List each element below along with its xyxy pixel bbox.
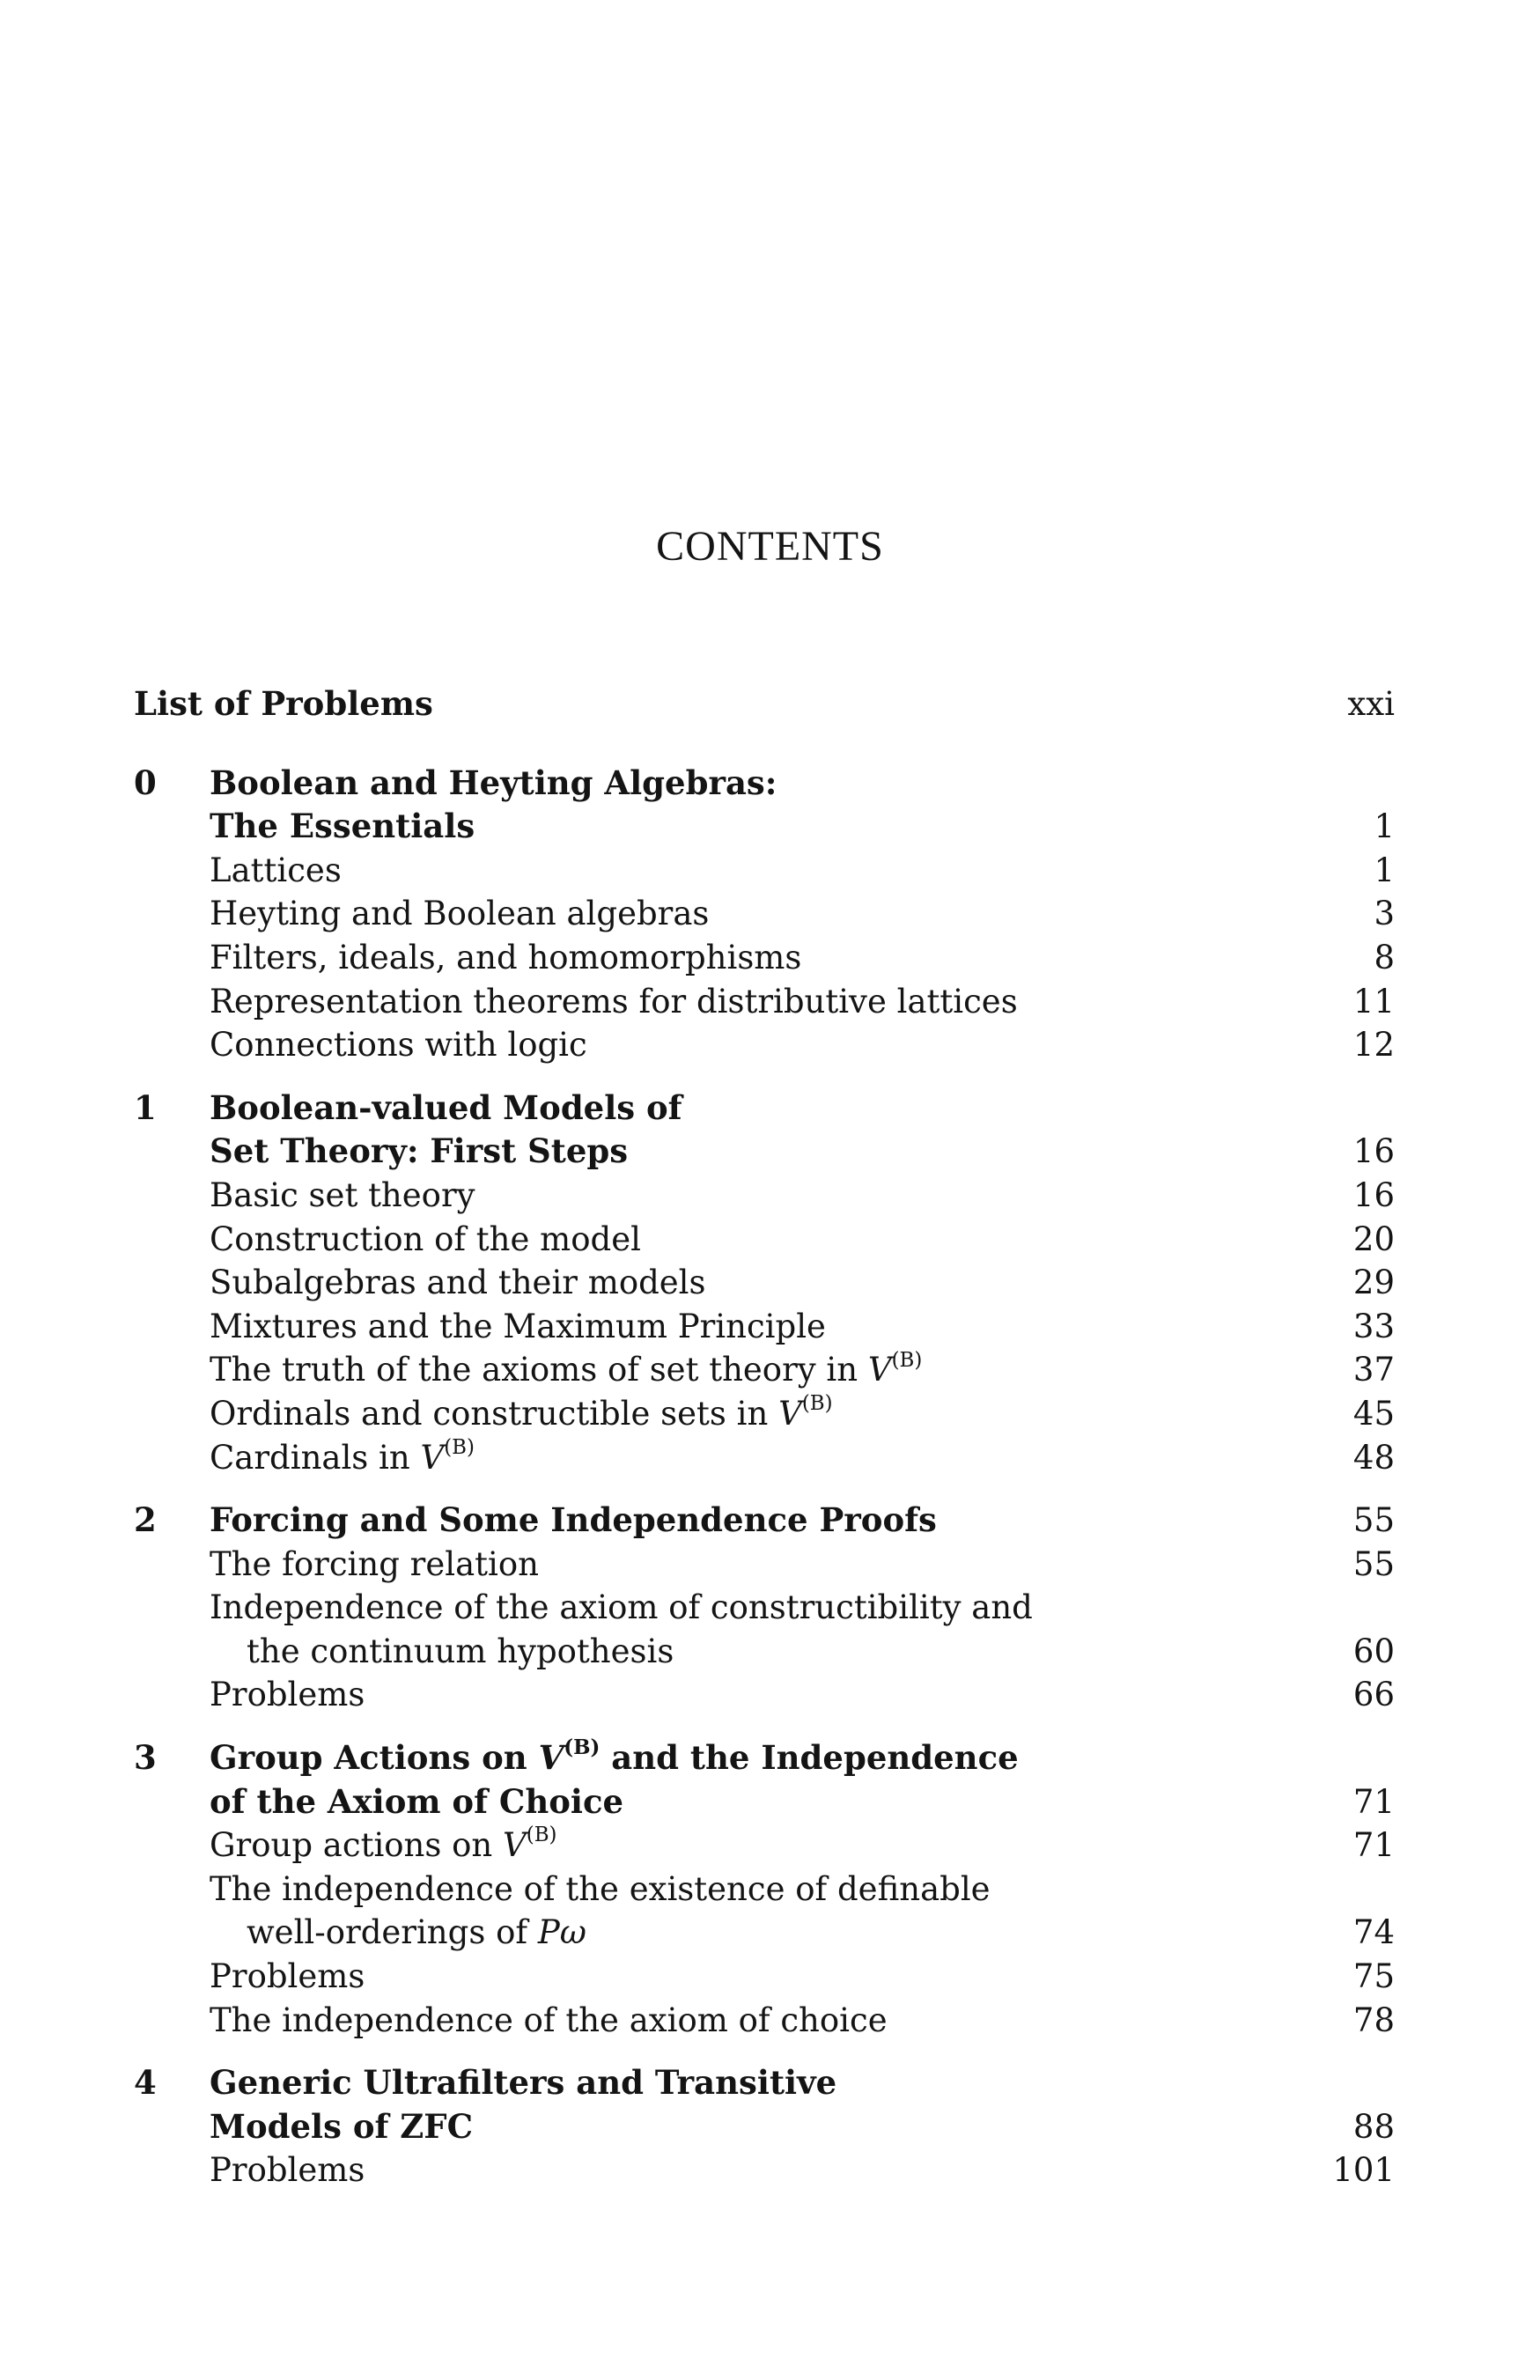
toc-page-number: 16 [1352,1175,1395,1214]
toc-section[interactable] [134,1436,1395,1480]
section-label: Problems [210,1957,365,1996]
section-label: Group actions on [210,1826,493,1865]
chapter-3-heading-cont[interactable] [134,1780,1395,1824]
section-label: Basic set theory [210,1175,475,1214]
toc-page-number: 20 [1352,1219,1395,1258]
toc-section-cont[interactable] [134,1911,1395,1955]
chapter-3-heading[interactable] [134,1736,1395,1780]
toc-page-number: 48 [1352,1438,1395,1477]
chapter-number: 0 [134,763,157,802]
math-symbol-v: V [420,1438,445,1477]
toc-section[interactable] [134,1673,1395,1717]
toc-page-number: 88 [1352,2107,1395,2146]
toc-section[interactable] [134,1305,1395,1349]
toc-section[interactable] [134,1999,1395,2043]
toc-page-number: 33 [1352,1307,1395,1345]
math-symbol-v: V [778,1394,802,1433]
chapter-number: 4 [134,2063,157,2103]
section-label-cont-with-math [247,1911,586,1955]
chapter-1-heading-cont[interactable] [134,1130,1395,1174]
section-label: Mixtures and the Maximum Principle [210,1307,826,1345]
toc-section[interactable] [134,1023,1395,1067]
toc-page-number: 74 [1352,1913,1395,1952]
toc-section[interactable] [134,1868,1395,1912]
toc-page-number: xxi [1347,685,1395,723]
toc-section[interactable] [134,980,1395,1024]
toc-section[interactable] [134,1543,1395,1587]
toc-page-number: 66 [1352,1676,1395,1714]
toc-section-cont[interactable] [134,1630,1395,1674]
section-label: Construction of the model [210,1219,641,1258]
math-superscript: (B) [891,1348,923,1372]
toc-section[interactable] [134,1218,1395,1262]
toc-page-number: 75 [1352,1957,1395,1996]
section-label: The independence of the axiom of choice [210,2001,888,2039]
chapter-title-line2: Models of ZFC [210,2106,474,2146]
toc-page-number: 12 [1352,1026,1395,1065]
section-label: Heyting and Boolean algebras [210,895,710,933]
toc-section[interactable] [134,2148,1395,2192]
chapter-1-heading[interactable] [134,1087,1395,1131]
section-label-with-math [210,1436,475,1480]
math-superscript: (B) [526,1824,557,1847]
chapter-title-line1: Forcing and Some Independence Proofs [210,1500,937,1540]
chapter-title-line2: of the Axiom of Choice [210,1781,624,1821]
page-title: CONTENTS [656,523,884,570]
toc-section[interactable] [134,1392,1395,1436]
section-label-with-math [210,1348,922,1392]
section-label: The independence of the existence of definable [210,1869,991,1908]
math-symbol-v: V [867,1351,892,1389]
chapter-2-heading[interactable] [134,1499,1395,1543]
section-label: The truth of the axioms of set theory in [210,1351,858,1389]
chapter-number: 1 [134,1087,157,1127]
section-label: Cardinals in [210,1438,410,1477]
toc-page-number: 37 [1352,1351,1395,1389]
section-label-cont: well-orderings of [247,1913,528,1952]
toc-page-number: 1 [1374,807,1395,846]
toc-page-number: 71 [1352,1782,1395,1821]
math-symbol-v: V [538,1738,564,1778]
chapter-title-line1: Boolean-valued Models of [210,1087,682,1127]
toc-entry-list-of-problems[interactable] [134,682,1395,726]
chapter-title-line1: Generic Ultrafilters and Transitive [210,2063,837,2103]
section-label: Independence of the axiom of constructibility and [210,1588,1033,1627]
toc-page-number: 55 [1352,1501,1395,1540]
chapter-4-heading-cont[interactable] [134,2105,1395,2149]
toc-page-number: 101 [1332,2151,1395,2190]
toc-entry-label: List of Problems [134,684,433,723]
toc-page-number: 78 [1352,2001,1395,2039]
math-symbol-v: V [503,1826,527,1865]
section-label-cont: the continuum hypothesis [247,1632,674,1670]
section-label: Problems [210,1676,365,1714]
toc-page-number: 1 [1374,851,1395,889]
toc-page-number: 16 [1352,1132,1395,1171]
chapter-title-post: and the Independence [611,1738,1019,1778]
section-label-with-math [210,1392,833,1436]
section-label: Representation theorems for distributive lattices [210,982,1018,1021]
chapter-number: 3 [134,1738,157,1778]
chapter-number: 2 [134,1500,157,1540]
toc-page-number: 71 [1352,1826,1395,1865]
toc-page-number: 8 [1374,938,1395,976]
toc-section[interactable] [134,1348,1395,1392]
section-label: Problems [210,2151,365,2190]
toc-section[interactable] [134,1174,1395,1218]
toc-section[interactable] [134,1824,1395,1868]
chapter-4-heading[interactable] [134,2061,1395,2105]
chapter-title-pre: Group Actions on [210,1738,527,1778]
section-label: Filters, ideals, and homomorphisms [210,938,802,976]
chapter-title-line2: The Essentials [210,807,475,846]
toc-section[interactable] [134,849,1395,893]
math-superscript: (B) [444,1435,475,1459]
math-superscript: (B) [564,1735,601,1760]
toc-section[interactable] [134,936,1395,980]
table-of-contents [134,682,1395,2192]
chapter-0-heading-cont[interactable] [134,805,1395,849]
math-superscript: (B) [801,1392,833,1416]
toc-section[interactable] [134,1955,1395,1999]
toc-page-number: 60 [1352,1632,1395,1670]
section-label: Connections with logic [210,1026,587,1065]
toc-page-number: 29 [1352,1264,1395,1302]
math-symbol-p-omega: Pω [537,1913,586,1952]
toc-section[interactable] [134,892,1395,936]
section-label-with-math [210,1824,557,1868]
toc-page-number: 3 [1374,895,1395,933]
section-label: Subalgebras and their models [210,1264,706,1302]
toc-page-number: 45 [1352,1394,1395,1433]
toc-section[interactable] [134,1586,1395,1630]
chapter-title-line2: Set Theory: First Steps [210,1131,629,1171]
chapter-0-heading[interactable] [134,762,1395,806]
section-label: Ordinals and constructible sets in [210,1394,769,1433]
chapter-title-line1: Boolean and Heyting Algebras: [210,763,777,802]
chapter-title-line1 [210,1736,1019,1780]
section-label: Lattices [210,851,342,889]
toc-page-number: 11 [1352,982,1395,1021]
toc-section[interactable] [134,1261,1395,1305]
toc-page-number: 55 [1352,1544,1395,1583]
section-label: The forcing relation [210,1544,539,1583]
